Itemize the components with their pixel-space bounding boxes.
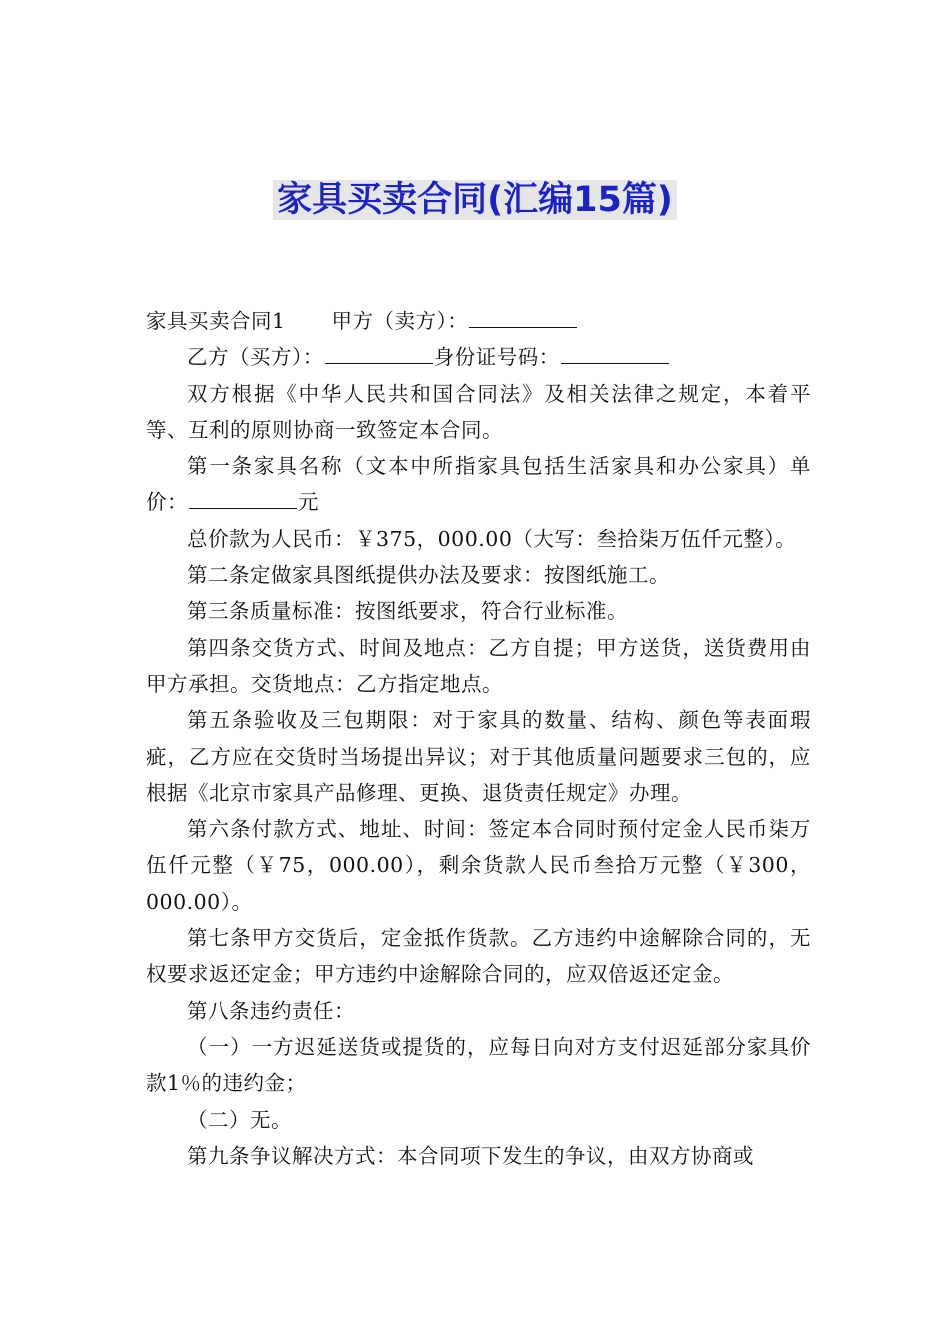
contract-heading: 家具买卖合同1 xyxy=(146,309,286,333)
price-label: 单价： xyxy=(146,454,811,515)
contract-body xyxy=(146,303,811,1174)
intro-paragraph: 双方根据《中华人民共和国合同法》及相关法律之规定，本着平等、互利的原则协商一致签定本合同。 xyxy=(146,381,811,442)
article-2: 第二条定做家具图纸提供办法及要求：按图纸施工。 xyxy=(187,563,670,588)
total-price: 总价款为人民币：￥375，000.00（大写：叁拾柒万伍仟元整）。 xyxy=(187,526,797,551)
party-a-blank xyxy=(469,305,577,328)
party-a-label: 甲方（卖方）： xyxy=(331,309,469,333)
article-3: 第三条质量标准：按图纸要求，符合行业标准。 xyxy=(187,599,628,624)
title-text: 家具买卖合同(汇编15篇) xyxy=(273,180,677,220)
article-8-item-2: （二）无。 xyxy=(187,1107,292,1132)
price-unit: 元 xyxy=(298,490,319,515)
id-blank xyxy=(561,342,669,365)
article-9: 第九条争议解决方式：本合同项下发生的争议，由双方协商或 xyxy=(187,1143,754,1168)
party-b-label: 乙方（买方）： xyxy=(187,345,324,370)
article-4: 第四条交货方式、时间及地点：乙方自提；甲方送货，送货费用由甲方承担。交货地点：乙方指定地点。 xyxy=(146,635,811,696)
article-5: 第五条验收及三包期限：对于家具的数量、结构、颜色等表面瑕疵，乙方应在交货时当场提出异议；对于其他质量问题要求三包的，应根据《北京市家具产品修理、更换、退货责任规定》办理。 xyxy=(146,708,811,805)
party-b-blank xyxy=(325,342,433,365)
price-blank xyxy=(189,487,297,510)
article-6: 第六条付款方式、地址、时间：签定本合同时预付定金人民币柒万伍仟元整（￥75，000.00），剩余货款人民币叁拾万元整（￥300，000.00）。 xyxy=(146,817,811,914)
article-1-text: 第一条家具名称（文本中所指家具包括生活家具和办公家具） xyxy=(187,454,790,479)
article-7: 第七条甲方交货后，定金抵作货款。乙方违约中途解除合同的，无权要求返还定金；甲方违约中途解除合同的，应双倍返还定金。 xyxy=(146,926,811,987)
party-b-line xyxy=(146,339,811,375)
id-label: 身份证号码： xyxy=(433,345,560,370)
article-8: 第八条违约责任： xyxy=(187,998,355,1023)
document-title xyxy=(0,176,950,224)
article-8-item-1: （一）一方迟延送货或提货的，应每日向对方支付迟延部分家具价款1％的违约金； xyxy=(146,1034,811,1096)
contract-heading-line xyxy=(146,303,811,339)
article-1 xyxy=(146,448,811,521)
